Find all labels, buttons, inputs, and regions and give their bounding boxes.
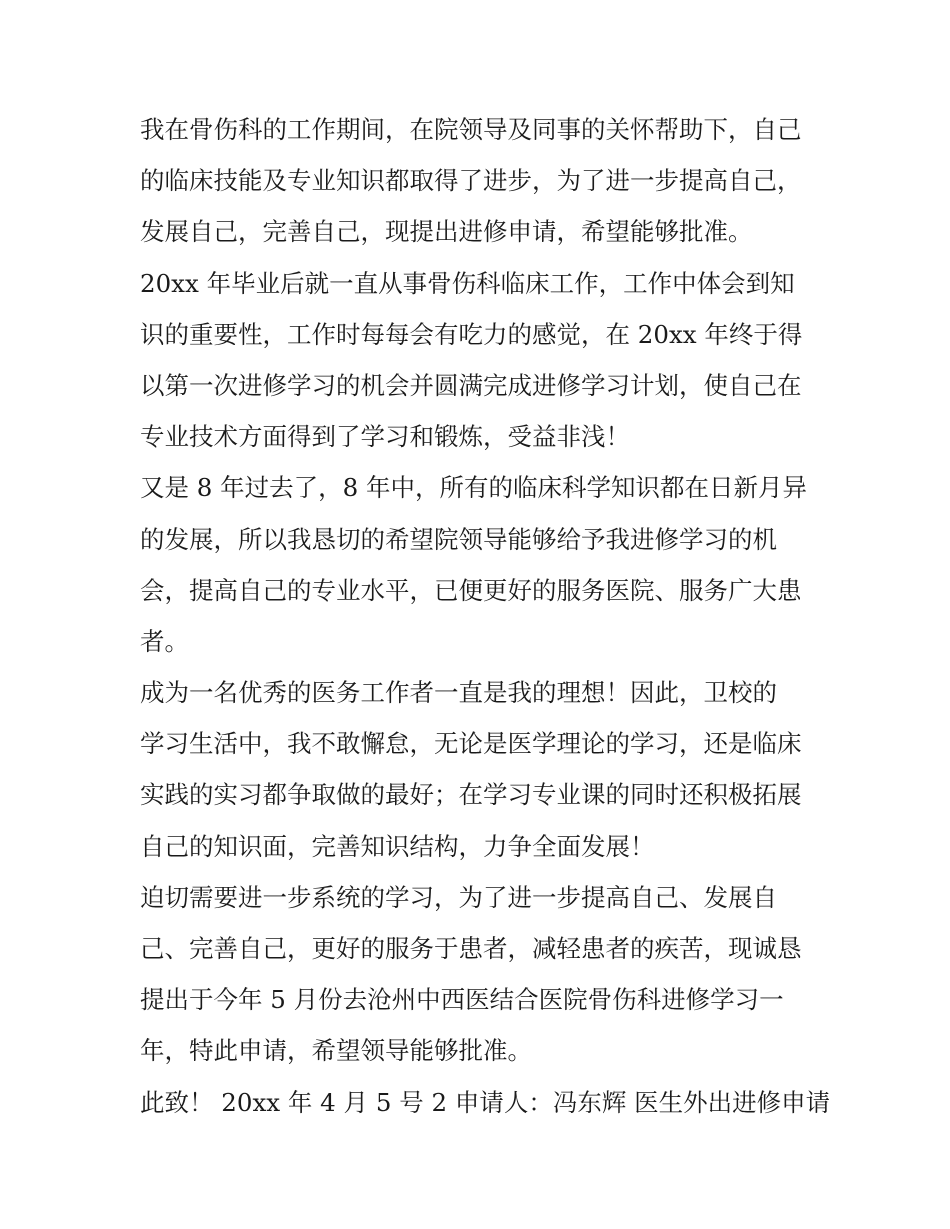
text-line: 成为一名优秀的医务工作者一直是我的理想！因此，卫校的 <box>140 678 777 708</box>
text-line: 年，特此申请，希望领导能够批准。 <box>140 1036 532 1066</box>
text-line: 发展自己，完善自己，现提出进修申请，希望能够批准。 <box>140 217 753 247</box>
text-line: 实践的实习都争取做的最好；在学习专业课的同时还积极拓展 <box>140 780 802 810</box>
text-line: 20xx 年毕业后就一直从事骨伤科临床工作，工作中体会到知 <box>140 268 795 298</box>
text-line: 会，提高自己的专业水平，已便更好的服务医院、服务广大患 <box>140 575 802 605</box>
text-line: 者。 <box>140 626 189 656</box>
text-line: 自己的知识面，完善知识结构，力争全面发展！ <box>140 831 655 861</box>
text-line: 迫切需要进一步系统的学习，为了进一步提高自己、发展自 <box>140 882 777 912</box>
text-line: 己、完善自己，更好的服务于患者，减轻患者的疾苦，现诚恳 <box>140 934 802 963</box>
document-body <box>140 104 831 1128</box>
text-line: 的发展，所以我恳切的希望院领导能够给予我进修学习的机 <box>140 524 777 554</box>
closing-line: 此致！ 20xx 年 4 月 5 号 2 申请人：冯东辉 医生外出进修申请 <box>140 1087 831 1117</box>
text-line: 又是 8 年过去了，8 年中，所有的临床科学知识都在日新月异 <box>140 473 808 503</box>
text-line: 的临床技能及专业知识都取得了进步，为了进一步提高自己， <box>140 166 802 196</box>
text-line: 学习生活中，我不敢懈怠，无论是医学理论的学习，还是临床 <box>140 729 802 759</box>
text-line: 提出于今年 5 月份去沧州中西医结合医院骨伤科进修学习一 <box>140 985 784 1015</box>
text-line: 专业技术方面得到了学习和锻炼，受益非浅！ <box>140 422 630 452</box>
text-line: 以第一次进修学习的机会并圆满完成进修学习计划，使自己在 <box>140 370 802 400</box>
text-line: 识的重要性，工作时每每会有吃力的感觉，在 20xx 年终于得 <box>140 319 803 349</box>
text-line: 我在骨伤科的工作期间，在院领导及同事的关怀帮助下，自己 <box>140 115 802 144</box>
